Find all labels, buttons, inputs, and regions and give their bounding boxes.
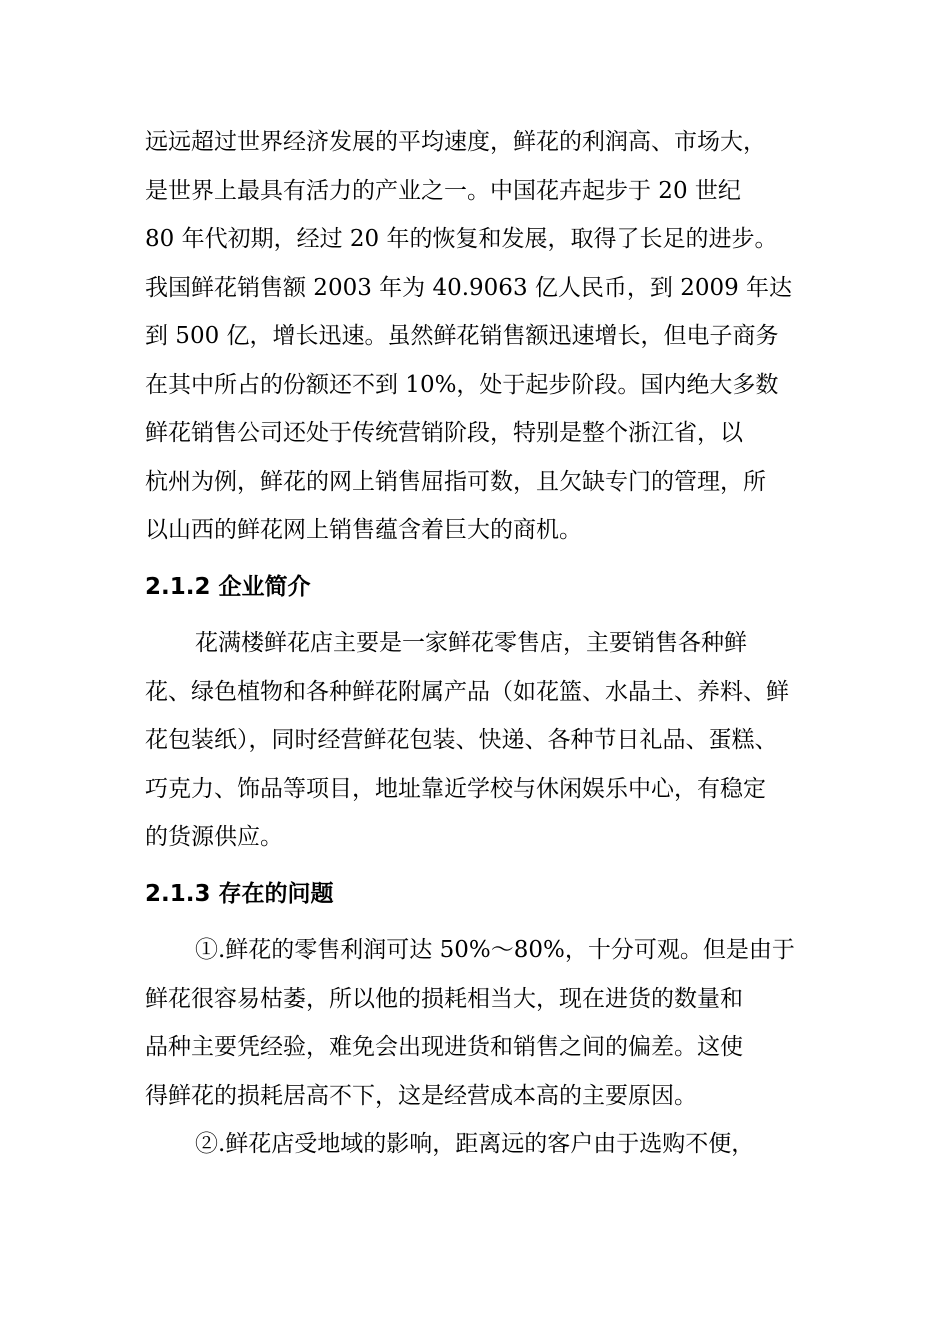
text-line: 在其中所占的份额还不到 10%，处于起步阶段。国内绝大多数: [145, 371, 779, 398]
text-line: 是世界上最具有活力的产业之一。中国花卉起步于 20 世纪: [145, 177, 741, 204]
text-line: 到 500 亿，增长迅速。虽然鲜花销售额迅速增长，但电子商务: [145, 323, 779, 349]
text-line: 花包装纸），同时经营鲜花包装、快递、各种节日礼品、蛋糕、: [145, 727, 778, 753]
problems-paragraph-1: [145, 926, 807, 1120]
text-line: 花、绿色植物和各种鲜花附属产品（如花篮、水晶土、养料、鲜: [145, 678, 789, 705]
text-line: 鲜花销售公司还处于传统营销阶段，特别是整个浙江省，以: [145, 420, 743, 446]
text-line: 巧克力、饰品等项目，地址靠近学校与休闲娱乐中心，有稳定: [145, 775, 766, 802]
text-line: ②.鲜花店受地域的影响，距离远的客户由于选购不便，: [195, 1131, 755, 1157]
page-content: [145, 118, 807, 1169]
text-line: 80 年代初期，经过 20 年的恢复和发展，取得了长足的进步。: [145, 226, 778, 252]
text-line: 的货源供应。: [145, 824, 283, 850]
text-line: 杭州为例，鲜花的网上销售屈指可数，且欠缺专门的管理，所: [145, 468, 766, 495]
text-line: 品种主要凭经验，难免会出现进货和销售之间的偏差。这使: [145, 1034, 743, 1060]
problems-paragraph-2: [145, 1120, 807, 1169]
text-line: 以山西的鲜花网上销售蕴含着巨大的商机。: [145, 517, 582, 543]
intro-paragraph: [145, 118, 807, 555]
section-heading-problems: 2.1.3 存在的问题: [145, 880, 334, 907]
text-line: ①.鲜花的零售利润可达 50%～80%，十分可观。但是由于: [195, 937, 795, 963]
company-intro-paragraph: [145, 619, 807, 862]
text-line: 我国鲜花销售额 2003 年为 40.9063 亿人民币，到 2009 年达: [145, 274, 793, 301]
text-line: 得鲜花的损耗居高不下，这是经营成本高的主要原因。: [145, 1082, 697, 1109]
section-heading-company-intro: 2.1.2 企业简介: [145, 573, 311, 600]
text-line: 远远超过世界经济发展的平均速度，鲜花的利润高、市场大，: [145, 129, 766, 155]
text-line: 花满楼鲜花店主要是一家鲜花零售店，主要销售各种鲜: [195, 630, 747, 656]
text-line: 鲜花很容易枯萎，所以他的损耗相当大，现在进货的数量和: [145, 985, 743, 1012]
